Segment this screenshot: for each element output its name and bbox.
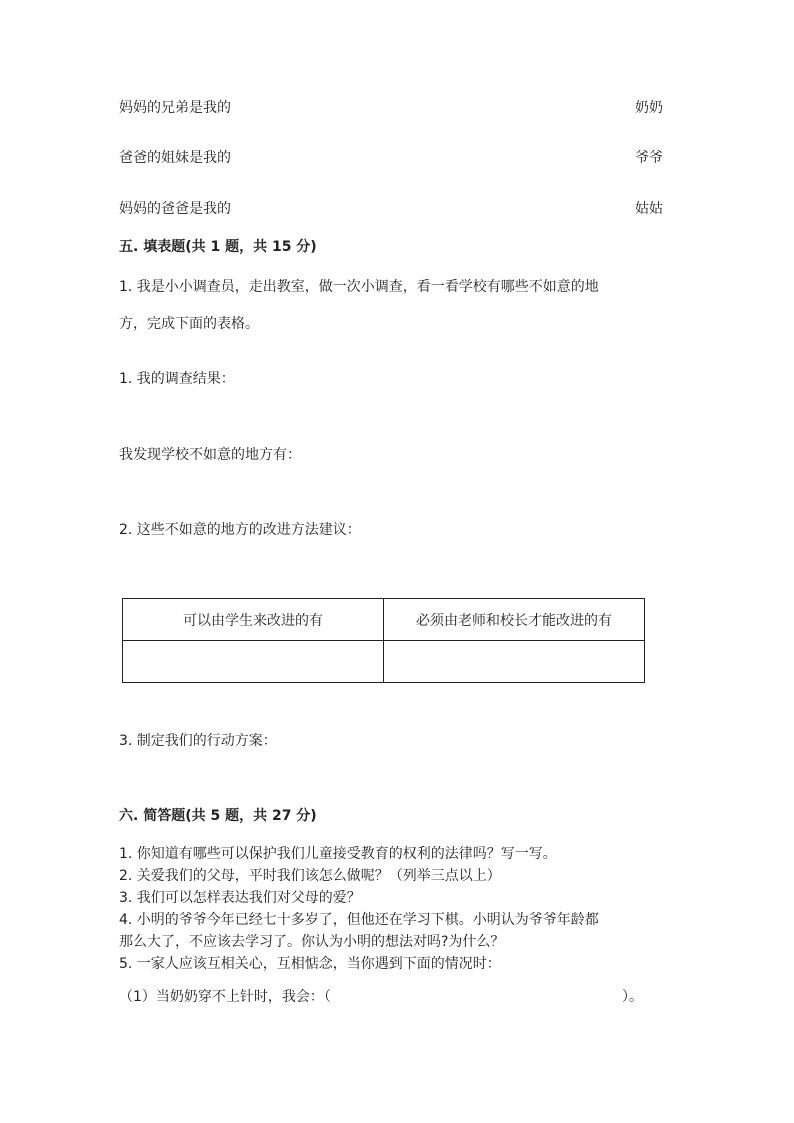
improvement-table [122,598,645,683]
match-left-1: 妈妈的兄弟是我的 [119,100,231,116]
section6-body [119,843,599,975]
section5-found: 我发现学校不如意的地方有： [119,447,301,463]
table-cell-students[interactable] [123,641,384,683]
section5-sub3: 3. 制定我们的行动方案： [119,733,277,749]
section5-sub1: 1. 我的调查结果： [119,371,235,387]
section6-subq1-suffix: ）。 [622,989,643,1005]
section6-line-6: 5. 一家人应该互相关心，互相惦念，当你遇到下面的情况时： [119,956,501,972]
match-left-2: 爸爸的姐妹是我的 [119,150,231,166]
section5-sub2: 2. 这些不如意的地方的改进方法建议： [119,522,361,538]
table-header-students: 可以由学生来改进的有 [123,599,384,641]
table-header-teachers: 必须由老师和校长才能改进的有 [384,599,645,641]
section6-line-5: 那么大了，不应该去学习了。你认为小明的想法对吗?为什么？ [119,934,505,950]
section6-line-3: 3. 我们可以怎样表达我们对父母的爱？ [119,890,361,906]
match-right-2: 爷爷 [635,150,663,166]
section5-q1-line1: 1. 我是小小调查员，走出教室，做一次小调查，看一看学校有哪些不如意的地 [119,279,599,295]
match-right-1: 奶奶 [635,100,663,116]
table-row [123,641,645,683]
section5-heading: 五. 填表题(共 1 题，共 15 分) [119,239,317,255]
section6-line-4: 4. 小明的爷爷今年已经七十多岁了，但他还在学习下棋。小明认为爷爷年龄都 [119,912,599,928]
table-header-row [123,599,645,641]
section6-subq1-blank[interactable] [366,986,620,1006]
section5-q1-line2: 方，完成下面的表格。 [119,316,259,332]
match-left-3: 妈妈的爸爸是我的 [119,201,231,217]
section6-subq1-prefix: （1）当奶奶穿不上针时，我会：（ [119,989,331,1005]
table-cell-teachers[interactable] [384,641,645,683]
match-right-3: 姑姑 [635,201,663,217]
section6-line-1: 1. 你知道有哪些可以保护我们儿童接受教育的权利的法律吗？写一写。 [119,846,557,862]
section6-heading: 六. 简答题(共 5 题，共 27 分) [119,808,317,824]
section6-line-2: 2. 关爱我们的父母，平时我们该怎么做呢？（列举三点以上） [119,868,501,884]
